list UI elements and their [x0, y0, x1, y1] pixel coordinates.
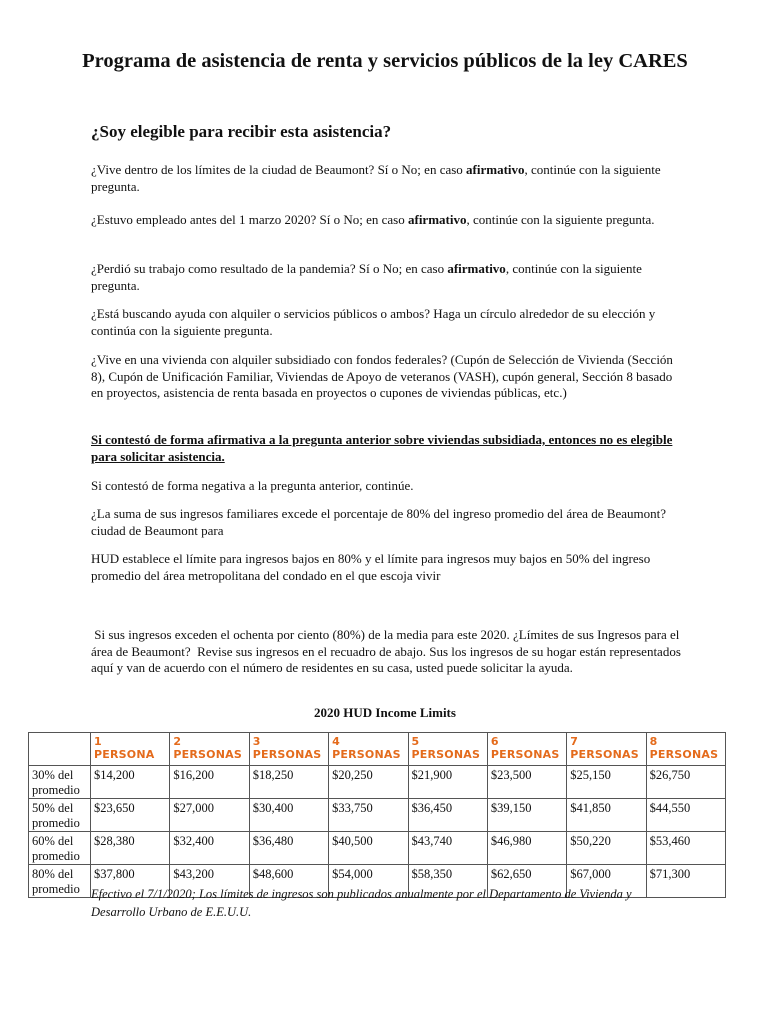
- column-header: 2 PERSONAS: [170, 733, 249, 766]
- table-cell: $33,750: [329, 799, 408, 832]
- table-cell: $36,480: [249, 832, 328, 865]
- row-label: 60% del promedio: [29, 832, 91, 865]
- table-cell: $43,200: [170, 865, 249, 898]
- income-explanation: Si sus ingresos exceden el ochenta por ciento (80%) de la media para este 2020. ¿Límites de sus Ingresos para el área de Beaumont? Revise sus ingresos en el recuadro de abajo. Sus los ingresos de su hogar están representados aquí y van de acuerdo con el número de residentes en su casa, usted puede solicitar la ayuda.: [91, 627, 685, 675]
- table-row: [29, 832, 726, 865]
- table-cell: $32,400: [170, 832, 249, 865]
- table-cell: $21,900: [408, 766, 487, 799]
- row-label: 50% del promedio: [29, 799, 91, 832]
- column-header: 1 PERSONA: [91, 733, 170, 766]
- column-header: 3 PERSONAS: [249, 733, 328, 766]
- hud-limits-text: HUD establece el límite para ingresos bajos en 80% y el límite para ingresos muy bajos en 50% del ingreso promedio del área metropolitana del condado en el que escoja vivir: [91, 551, 651, 583]
- question-subsidized-housing: ¿Vive en una vivienda con alquiler subsidiado con fondos federales? (Cupón de Selección de Vivienda (Sección 8), Cupón de Unificación Familiar, Viviendas de Apoyo de veteranos (VASH), cupón general, Sección 8 basado en proyectos, asistencia de renta basada en proyectos o cupones de viviendas públicas, etc.): [91, 352, 673, 400]
- table-cell: $67,000: [567, 865, 646, 898]
- table-cell: $62,650: [487, 865, 566, 898]
- table-row: [29, 766, 726, 799]
- table-cell: $41,850: [567, 799, 646, 832]
- question-job-loss: ¿Perdió su trabajo como resultado de la pandemia? Sí o No; en caso afirmativo, continúe con la siguiente pregunta.: [91, 261, 642, 293]
- question-assistance-type: ¿Está buscando ayuda con alquiler o servicios públicos o ambos? Haga un círculo alrededor de su elección y continúa con la siguiente pregunta.: [91, 306, 656, 338]
- table-cell: $20,250: [329, 766, 408, 799]
- question-income: ¿La suma de sus ingresos familiares excede el porcentaje de 80% del ingreso promedio del área de Beaumont? ciudad de Beaumont para: [91, 506, 667, 538]
- question-city-limits: ¿Vive dentro de los límites de la ciudad de Beaumont? Sí o No; en caso afirmativo, continúe con la siguiente pregunta.: [91, 162, 661, 194]
- table-cell: $30,400: [249, 799, 328, 832]
- table-cell: $43,740: [408, 832, 487, 865]
- column-header: 5 PERSONAS: [408, 733, 487, 766]
- income-limits-table: [28, 732, 726, 898]
- question-employment: ¿Estuvo empleado antes del 1 marzo 2020? Sí o No; en caso afirmativo, continúe con la siguiente pregunta.: [91, 212, 655, 227]
- column-header: 8 PERSONAS: [646, 733, 725, 766]
- table-cell: $71,300: [646, 865, 725, 898]
- negative-answer-note: Si contestó de forma negativa a la pregunta anterior, continúe.: [91, 478, 414, 493]
- table-cell: $27,000: [170, 799, 249, 832]
- table-cell: $23,650: [91, 799, 170, 832]
- table-cell: $53,460: [646, 832, 725, 865]
- table-cell: $23,500: [487, 766, 566, 799]
- column-header: 4 PERSONAS: [329, 733, 408, 766]
- row-label: 80% del promedio: [29, 865, 91, 898]
- table-caption: 2020 HUD Income Limits: [314, 705, 456, 720]
- table-cell: $44,550: [646, 799, 725, 832]
- table-cell: $37,800: [91, 865, 170, 898]
- table-cell: $54,000: [329, 865, 408, 898]
- column-header: 7 PERSONAS: [567, 733, 646, 766]
- column-header: 6 PERSONAS: [487, 733, 566, 766]
- table-cell: $18,250: [249, 766, 328, 799]
- section-heading: ¿Soy elegible para recibir esta asistencia?: [91, 122, 392, 141]
- table-cell: $36,450: [408, 799, 487, 832]
- table-cell: $48,600: [249, 865, 328, 898]
- table-row: [29, 799, 726, 832]
- table-cell: $50,220: [567, 832, 646, 865]
- table-cell: $39,150: [487, 799, 566, 832]
- table-cell: $16,200: [170, 766, 249, 799]
- table-cell: $26,750: [646, 766, 725, 799]
- table-cell: $40,500: [329, 832, 408, 865]
- row-label: 30% del promedio: [29, 766, 91, 799]
- table-cell: $25,150: [567, 766, 646, 799]
- document-title: Programa de asistencia de renta y servicios públicos de la ley CARES: [82, 50, 688, 72]
- table-cell: $28,380: [91, 832, 170, 865]
- ineligibility-warning: Si contestó de forma afirmativa a la pregunta anterior sobre viviendas subsidiada, entonces no es elegible para solicitar asistencia.: [91, 432, 673, 464]
- table-cell: $14,200: [91, 766, 170, 799]
- table-footnote: Efectivo el 7/1/2020; Los límites de ingresos son publicados anualmente por el Departamento de Vivienda y Desarrollo Urbano de E.E.U.U.: [91, 887, 632, 919]
- table-corner-cell: [29, 733, 91, 766]
- table-cell: $58,350: [408, 865, 487, 898]
- table-cell: $46,980: [487, 832, 566, 865]
- table-header-row: [29, 733, 726, 766]
